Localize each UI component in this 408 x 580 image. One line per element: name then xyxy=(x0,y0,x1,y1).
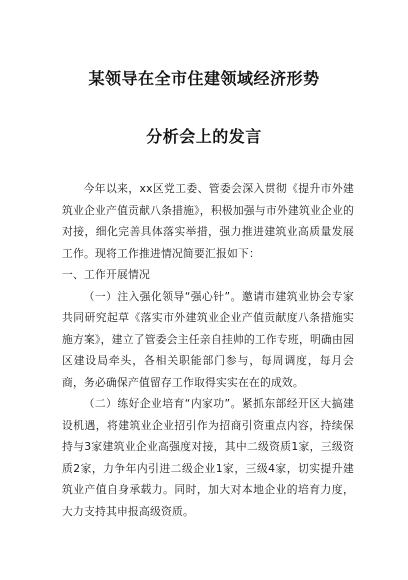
item-2-label: （二）练好企业培育“内家功”。 xyxy=(83,397,242,410)
intro-paragraph: 今年以来，xx区党工委、管委会深入贯彻《提升市外建筑业企业产值贡献八条措施》，积极加强与市外建筑业企业的对接，细化完善具体落实举措，强力推进建筑业高质量发展工作。现将工作推进情况简要汇报如下： xyxy=(62,182,354,260)
item-1-text: 邀请市建筑业协会专家共同研究起草《落实市外建筑业企业产值贡献度八条措施实施方案》，建立了管委会主任亲自挂帅的工作专班，明确由园区建设局牵头，各相关职能部门参与，每周调度，每月会商，务必确保产值留存工作取得实实在在的成效。 xyxy=(62,289,355,389)
document-title-line-2: 分析会上的发言 xyxy=(146,127,262,146)
item-2-paragraph xyxy=(62,393,354,522)
item-1-paragraph xyxy=(62,286,354,394)
item-2-text: 紧抓东部经开区大搞建设机遇，将建筑业企业招引作为招商引资重点内容，持续保持与3家建筑业企业高强度对接，其中二级资质1家，三级资质2家，力争年内引进二级企业1家，三级4家，切实提升建筑业产值自身承载力。同时，加大对本地企业的培育力度，大力支持其申报高级资质。 xyxy=(62,397,355,518)
section-heading: 一、工作开展情况 xyxy=(62,268,150,281)
item-1-label: （一）注入强化领导“强心针”。 xyxy=(83,289,242,303)
document-title-line-1: 某领导在全市住建领域经济形势 xyxy=(88,69,320,88)
document-body xyxy=(62,178,354,522)
